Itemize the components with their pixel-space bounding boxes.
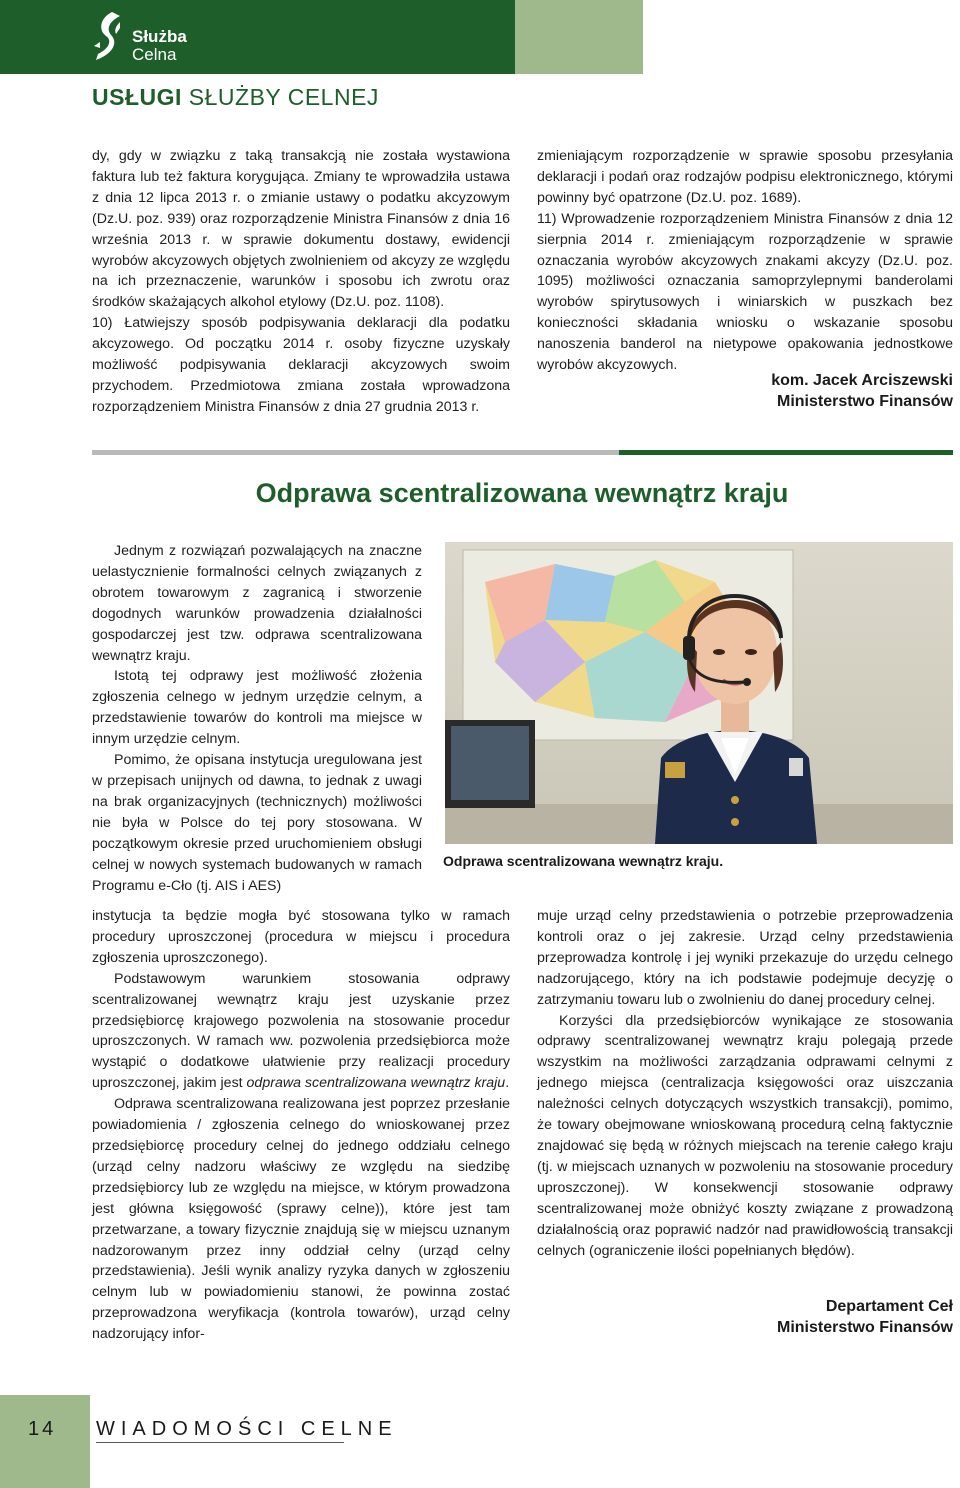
magazine-title: WIADOMOŚCI CELNE bbox=[96, 1418, 398, 1440]
article-signature-org: Ministerstwo Finansów bbox=[776, 1319, 953, 1336]
article-right-paragraph-1: muje urząd celny przedstawienia o potrzebie przeprowadzenia kontroli oraz o jej zakresie. Urząd celny przedstawienia przeprowadza kontrolę i jej wyniki przekazuje do urzędu celnego nadzorującego, który na ich podstawie podejmuje decyzję o zatrzymaniu towaru lub o zwolnieniu do danej procedury celnej. bbox=[537, 908, 953, 1008]
article-left-column-bottom bbox=[92, 906, 510, 1345]
article-right-column bbox=[537, 906, 953, 1261]
top-left-paragraph-2: 10) Łatwiejszy sposób podpisywania deklaracji dla podatku akcyzowego. Od początku 2014 r. osoby fizyczne uzyskały możliwość podpisywania deklaracji akcyzowych swoim przychodem. Przedmiotowa zmiana została wprowadzona rozporządzeniem Ministra Finansów z dnia 27 grudnia 2013 r. bbox=[92, 315, 510, 415]
divider-gray bbox=[92, 450, 619, 455]
top-right-column bbox=[537, 146, 953, 376]
article-photo bbox=[445, 542, 953, 844]
page-number: 14 bbox=[28, 1418, 57, 1440]
customs-officer-photo-illustration bbox=[445, 542, 953, 844]
article-paragraph-4-end: . bbox=[505, 1075, 510, 1092]
article-paragraph-3: Pomimo, że opisana instytucja uregulowana jest w przepisach unijnych od dawna, to jednak z uwagi na brak organizacyjnych (technicznych) możliwości nie była w Polsce do tej pory stosowana. W początkowym okresie przed uruchomieniem obsługi celnej w nowych systemach budowanych w ramach Programu e-Cło (tj. AIS i AES) bbox=[92, 752, 422, 894]
top-signature bbox=[537, 370, 953, 412]
article-paragraph-4 bbox=[92, 969, 510, 1094]
article-left-column-top bbox=[92, 541, 422, 896]
article-paragraph-1: Jednym z rozwiązań pozwalających na znaczne uelastycznienie formalności celnych związanych z obrotem towarowym z zagranicą i stworzenie dogodnych warunków prowadzenia działalności gospodarczej jest tzw. odprawa scentralizowana wewnątrz kraju. bbox=[92, 543, 422, 664]
logo-wordmark bbox=[132, 28, 187, 64]
top-right-paragraph-1: zmieniającym rozporządzenie w sprawie sposobu przesyłania deklaracji i podań oraz rodzajów podpisu elektronicznego, którymi powinny być opatrzone (Dz.U. poz. 1689). bbox=[537, 148, 953, 206]
top-signature-name: kom. Jacek Arciszewski bbox=[771, 372, 953, 389]
footer-underline bbox=[96, 1442, 344, 1443]
photo-caption: Odprawa scentralizowana wewnątrz kraju. bbox=[443, 853, 724, 869]
article-signature bbox=[537, 1296, 953, 1338]
footer-accent-box bbox=[0, 1395, 90, 1488]
top-right-paragraph-2: 11) Wprowadzenie rozporządzeniem Ministra Finansów z dnia 12 sierpnia 2014 r. zmieniającym rozporządzenie w sprawie oznaczania wyrobów akcyzowych znakami akcyzy (Dz.U. poz. 1095) możliwości oznaczania samoprzylepnymi banderolami wyrobów spirytusowych i winiarskich w puszkach bez konieczności składania wniosku o wskazanie sposobu nanoszenia banderol na nietypowe opakowania jednostkowe wyrobów akcyzowych. bbox=[537, 210, 953, 374]
article-paragraph-3b: instytucja ta będzie mogła być stosowana tylko w ramach procedury uproszczonej (procedura w miejscu i procedura zgłoszenia uproszczonego). bbox=[92, 908, 510, 966]
logo-line-2: Celna bbox=[132, 45, 177, 64]
section-title-bold: USŁUGI bbox=[92, 84, 182, 110]
divider-green bbox=[619, 450, 953, 455]
article-title: Odprawa scentralizowana wewnątrz kraju bbox=[255, 478, 789, 508]
section-title bbox=[92, 84, 379, 111]
top-left-column bbox=[92, 146, 510, 418]
logo-line-1: Służba bbox=[132, 27, 187, 46]
article-paragraph-4-italic: odprawa scentralizowana wewnątrz kraju bbox=[246, 1075, 506, 1092]
article-signature-dept: Departament Ceł bbox=[825, 1298, 953, 1315]
article-paragraph-4-text: Podstawowym warunkiem stosowania odprawy scentralizowanej wewnątrz kraju jest uzyskanie przez przedsiębiorcę krajowego pozwolenia na stosowanie procedur uproszczonych. W ramach ww. pozwolenia przedsiębiorca może wystąpić o dodatkowe ułatwienie przy realizacji procedury uproszczonej, jakim jest bbox=[92, 970, 510, 1092]
header-accent-bar bbox=[515, 0, 643, 74]
article-right-paragraph-2: Korzyści dla przedsiębiorców wynikające ze stosowania odprawy scentralizowanej wewnątrz kraju polegają przede wszystkim na możliwości zarządzania odprawami celnymi z jednego miejsca (centralizacja księgowości oraz uiszczania należności celnych dotyczących wszystkich transakcji), pomimo, że towary obejmowane wnioskowaną procedurą celną faktycznie znajdować się będą w różnych miejscach na terenie całego kraju (tj. w miejscach uznanych w pozwoleniu na stosowanie procedury uproszczonej). W konsekwencji stosowanie odprawy scentralizowanej może obniżyć koszty związane z prowadzoną działalnością oraz poprawić nadzór nad prawidłowością transakcji celnych (ograniczenie ilości popełnianych błędów). bbox=[537, 1012, 953, 1259]
article-paragraph-2: Istotą tej odprawy jest możliwość złożenia zgłoszenia celnego w jednym urzędzie celnym, a przedstawienie towarów do kontroli ma miejsce w innym urzędzie celnym. bbox=[92, 668, 422, 748]
top-left-paragraph-1: dy, gdy w związku z taką transakcją nie została wystawiona faktura lub też faktura korygująca. Zmiany te wprowadziła ustawa z dnia 12 lipca 2013 r. o zmianie ustawy o podatku akcyzowym (Dz.U. poz. 939) oraz rozporządzenie Ministra Finansów z dnia 16 września 2013 r. w sprawie dokumentu dostawy, ewidencji wyrobów akcyzowych objętych zwolnieniem od akcyzy ze względu na ich przeznaczenie, warunków i sposobu ich zwrotu oraz środków skażających alkohol etylowy (Dz.U. poz. 1108). bbox=[92, 148, 510, 311]
sluzba-celna-logo-icon bbox=[90, 8, 130, 66]
section-title-rest: SŁUŻBY CELNEJ bbox=[181, 84, 379, 110]
article-paragraph-5: Odprawa scentralizowana realizowana jest poprzez przesłanie powiadomienia / zgłoszenia celnego do wnioskowanej przez przedsiębiorcę procedury celnej do jednego oddziału celnego (urząd celny nadzoru właściwy ze względu na siedzibę przedsiębiorcy lub ze względu na miejsce, w którym prowadzona jest główna księgowość (sprawy celne)), które jest tam przetwarzane, a towary fizycznie znajdują się w miejscu uznanym nadzorowanym przez inny oddział celny (urząd celny przedstawienia). Jeśli wynik analizy ryzyka danych w zgłoszeniu celnym lub w powiadomieniu stanowi, że powinna zostać przeprowadzona weryfikacja (kontrola towarów), urząd celny nadzorujący infor- bbox=[92, 1096, 510, 1343]
header-bar bbox=[0, 0, 515, 74]
top-signature-org: Ministerstwo Finansów bbox=[776, 393, 953, 410]
